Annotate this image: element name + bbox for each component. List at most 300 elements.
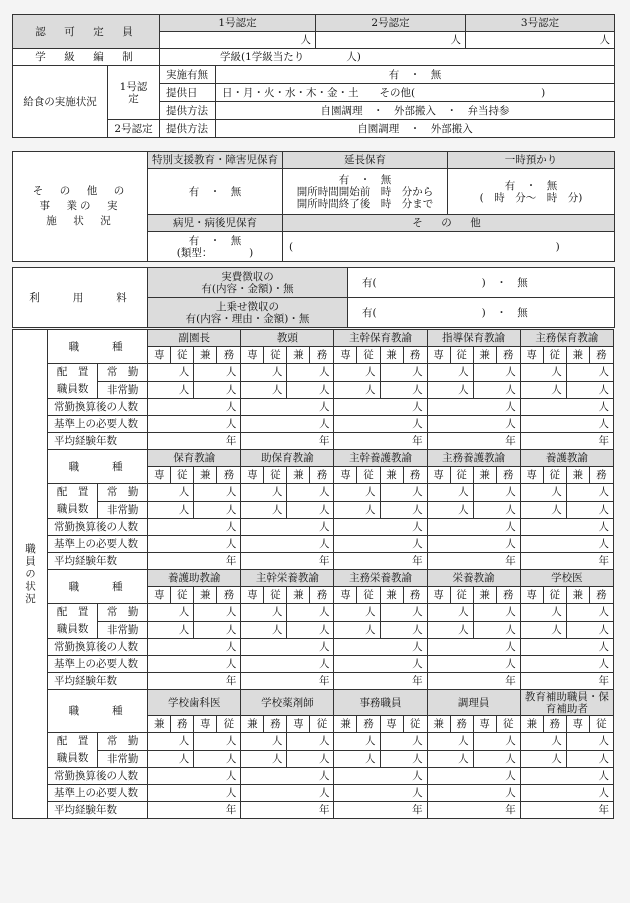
sub-header: 専 [334,347,357,364]
sub-header: 従 [217,716,241,733]
kijun-label: 基準上の必要人数 [48,416,148,433]
encho-after: 開所時間終了後 時 分まで [296,197,434,210]
hijokin-input[interactable]: 人 [520,621,566,639]
hijokin-input[interactable]: 人 [427,501,473,519]
sub-header: 兼 [473,467,496,484]
heikin-input[interactable]: 年 [241,433,334,450]
sub-header: 兼 [194,347,217,364]
heikin-input[interactable]: 年 [148,673,241,690]
g2-header: 2号認定 [316,15,466,32]
jokin-input[interactable]: 人 [566,484,613,502]
job-header: 栄養教諭 [427,570,520,587]
sub-header: 専 [241,467,264,484]
ichiji-umu: 有 ・ 無 [504,179,558,192]
sub-header: 専 [148,347,171,364]
sub-header: 従 [171,587,194,604]
jokin-input[interactable]: 人 [194,604,241,622]
heikin-label: 平均経験年数 [48,802,148,819]
heikin-label: 平均経験年数 [48,553,148,570]
g2-nintei: 2号認定 [108,120,160,138]
jisshi-label: 実施有無 [160,66,216,84]
heikin-input[interactable]: 年 [520,433,613,450]
kijun-input[interactable]: 人 [148,785,241,802]
jokin-input[interactable]: 人 [380,484,427,502]
sub-header: 兼 [566,467,589,484]
sub-header: 専 [427,467,450,484]
jippi-value[interactable]: 有( ) ・ 無 [348,268,615,298]
kijun-input[interactable]: 人 [148,536,241,553]
kijun-input[interactable]: 人 [241,536,334,553]
hijokin-input[interactable]: 人 [287,501,334,519]
fee-table [12,267,615,328]
g1-nintei: 1号認定 [108,66,160,120]
approval-label: 認 可 定 員 [13,15,160,49]
jokin-input[interactable]: 人 [148,733,194,751]
hijokin-label: 非常勤 [98,750,148,768]
jokin-input[interactable]: 人 [194,484,241,502]
fee-label: 利 用 料 [13,268,148,328]
sub-header: 務 [217,467,241,484]
kanzan-input[interactable]: 人 [520,399,613,416]
hijokin-input[interactable]: 人 [287,750,334,768]
sub-header: 兼 [473,587,496,604]
sub-header: 専 [287,716,310,733]
sub-header: 従 [403,716,427,733]
jokin-input[interactable]: 人 [520,604,566,622]
hijokin-input[interactable]: 人 [287,621,334,639]
jokin-input[interactable]: 人 [241,484,287,502]
sub-header: 従 [450,587,473,604]
sub-header: 専 [566,716,589,733]
jokin-input[interactable]: 人 [241,364,287,382]
hijokin-input[interactable]: 人 [148,621,194,639]
byoji-value[interactable] [148,232,283,262]
hijokin-input[interactable]: 人 [241,750,287,768]
hijokin-input[interactable]: 人 [334,381,380,399]
hijokin-input[interactable]: 人 [194,501,241,519]
hijokin-input[interactable]: 人 [148,501,194,519]
jippi-label [148,268,348,298]
sub-header: 専 [241,347,264,364]
jokin-label: 常 勤 [98,484,148,502]
kanzan-input[interactable]: 人 [148,639,241,656]
kijun-input[interactable]: 人 [334,785,427,802]
sub-header: 兼 [566,347,589,364]
haichi-text: 配 置 [56,366,89,378]
jokin-input[interactable]: 人 [334,484,380,502]
hijokin-input[interactable]: 人 [427,381,473,399]
job-header: 主幹栄養教諭 [241,570,334,587]
sub-header: 兼 [520,716,543,733]
haichi-label [48,604,98,639]
heikin-input[interactable]: 年 [427,802,520,819]
staff-table [12,329,614,819]
job-header: 主務栄養教諭 [334,570,427,587]
heikin-label: 平均経験年数 [48,433,148,450]
ichiji-time: ( 時 分〜 時 分) [479,191,583,204]
sub-header: 兼 [287,467,310,484]
uwanose-value[interactable]: 有( ) ・ 無 [348,298,615,328]
heikin-input[interactable]: 年 [241,802,334,819]
jokin-input[interactable]: 人 [334,364,380,382]
kijun-input[interactable]: 人 [427,656,520,673]
heikin-input[interactable]: 年 [520,553,613,570]
jokin-input[interactable]: 人 [427,484,473,502]
sub-header: 務 [403,467,427,484]
hijokin-input[interactable]: 人 [566,750,613,768]
job-header: 主幹保育教諭 [334,330,427,347]
shokuinsu-text: 職員数 [56,503,89,515]
g1-capacity[interactable]: 人 [160,32,316,49]
hijokin-input[interactable]: 人 [520,750,566,768]
heikin-input[interactable]: 年 [334,802,427,819]
jokin-input[interactable]: 人 [380,364,427,382]
g3-capacity[interactable]: 人 [466,32,615,49]
gakkyu-value[interactable]: 学級(1学級当たり 人) [160,49,615,66]
kanzan-input[interactable]: 人 [148,399,241,416]
kanzan-input[interactable]: 人 [241,399,334,416]
jokin-input[interactable]: 人 [566,604,613,622]
sub-header: 務 [589,467,613,484]
job-header: 教育補助職員・保育補助者 [520,690,613,716]
kijun-label: 基準上の必要人数 [48,785,148,802]
haichi-text: 配 置 [56,606,89,618]
hijokin-input[interactable]: 人 [334,750,380,768]
heikin-input[interactable]: 年 [520,802,613,819]
hijokin-input[interactable]: 人 [380,750,427,768]
heikin-input[interactable]: 年 [148,802,241,819]
sub-header: 兼 [334,716,357,733]
jokin-input[interactable]: 人 [287,484,334,502]
sub-header: 従 [264,587,287,604]
kanzan-label: 常勤換算後の人数 [48,639,148,656]
jokin-input[interactable]: 人 [566,733,613,751]
hijokin-input[interactable]: 人 [473,621,520,639]
sub-header: 務 [171,716,194,733]
hijokin-input[interactable]: 人 [427,621,473,639]
sub-header: 従 [357,587,380,604]
job-header: 学校薬剤師 [241,690,334,716]
sub-header: 従 [589,716,613,733]
teikyobi-value[interactable]: 日・月・火・水・木・金・土 その他( ) [216,84,615,102]
jokin-input[interactable]: 人 [473,364,520,382]
sub-header: 専 [334,587,357,604]
sub-header: 務 [403,587,427,604]
kijun-input[interactable]: 人 [241,416,334,433]
jokin-input[interactable]: 人 [334,604,380,622]
sub-header: 兼 [148,716,171,733]
sub-header: 専 [380,716,403,733]
kanzan-input[interactable]: 人 [520,519,613,536]
sub-header: 務 [217,587,241,604]
sub-header: 専 [520,587,543,604]
encho-value[interactable] [283,169,448,215]
sub-header: 兼 [287,347,310,364]
sub-header: 専 [148,467,171,484]
kanzan-input[interactable]: 人 [241,639,334,656]
byoji-ruikei: (類型： ) [176,246,254,259]
hijokin-input[interactable]: 人 [380,501,427,519]
hijokin-input[interactable]: 人 [473,381,520,399]
ichiji-header: 一時預かり [448,152,615,169]
kanzan-input[interactable]: 人 [148,519,241,536]
kijun-input[interactable]: 人 [427,536,520,553]
hijokin-input[interactable]: 人 [287,381,334,399]
sonota-value[interactable]: ( ) [283,232,615,262]
sub-header: 兼 [241,716,264,733]
heikin-input[interactable]: 年 [334,433,427,450]
hijokin-input[interactable]: 人 [566,621,613,639]
sub-header: 従 [543,587,566,604]
sub-header: 専 [427,587,450,604]
hijokin-input[interactable]: 人 [241,501,287,519]
sub-header: 兼 [566,587,589,604]
top-table [12,14,615,138]
sub-header: 従 [543,347,566,364]
sub-header: 従 [264,467,287,484]
kanzan-input[interactable]: 人 [241,768,334,785]
sub-header: 従 [264,347,287,364]
jisshi-value[interactable]: 有 ・ 無 [216,66,615,84]
uwanose-label [148,298,348,328]
jokin-input[interactable]: 人 [241,604,287,622]
encho-before: 開所時間開始前 時 分から [296,185,434,198]
g1-header: 1号認定 [160,15,316,32]
sub-header: 従 [543,467,566,484]
sub-header: 務 [264,716,287,733]
jokin-input[interactable]: 人 [380,604,427,622]
hijokin-input[interactable]: 人 [334,621,380,639]
job-header: 事務職員 [334,690,427,716]
heikin-input[interactable]: 年 [241,553,334,570]
kanzan-input[interactable]: 人 [427,519,520,536]
jokin-input[interactable]: 人 [194,733,241,751]
hijokin-input[interactable]: 人 [520,381,566,399]
sub-header: 兼 [380,347,403,364]
tokubetsu-header: 特別支援教育・障害児保育 [148,152,283,169]
hijokin-input[interactable]: 人 [380,621,427,639]
hijokin-input[interactable]: 人 [148,381,194,399]
job-header: 助保育教諭 [241,450,334,467]
kanzan-input[interactable]: 人 [427,768,520,785]
jokin-input[interactable]: 人 [520,484,566,502]
heikin-input[interactable]: 年 [148,553,241,570]
jokin-input[interactable]: 人 [473,604,520,622]
jokin-input[interactable]: 人 [473,733,520,751]
kijun-input[interactable]: 人 [148,416,241,433]
teikyo-hoho-label-2: 提供方法 [160,120,216,138]
other-table [12,151,615,262]
heikin-input[interactable]: 年 [427,673,520,690]
kijun-input[interactable]: 人 [520,785,613,802]
sub-header: 兼 [380,467,403,484]
hijokin-label: 非常勤 [98,501,148,519]
job-header: 学校医 [520,570,613,587]
jokin-input[interactable]: 人 [520,733,566,751]
sub-header: 従 [357,347,380,364]
kanzan-input[interactable]: 人 [334,399,427,416]
kanzan-label: 常勤換算後の人数 [48,519,148,536]
other-label: そ の 他 の 事 業の 実 施 状 況 [13,152,148,262]
byoji-umu: 有 ・ 無 [188,234,242,247]
sub-header: 専 [427,347,450,364]
sub-header: 従 [357,467,380,484]
jokin-input[interactable]: 人 [566,364,613,382]
shokuinsu-text: 職員数 [56,383,89,395]
g2-capacity[interactable]: 人 [316,32,466,49]
kanzan-input[interactable]: 人 [334,639,427,656]
tokubetsu-value[interactable]: 有 ・ 無 [148,169,283,215]
haichi-label [48,733,98,768]
kanzan-input[interactable]: 人 [334,519,427,536]
job-header: 養護助教諭 [148,570,241,587]
kanzan-input[interactable]: 人 [427,639,520,656]
heikin-input[interactable]: 年 [520,673,613,690]
jokin-input[interactable]: 人 [427,604,473,622]
kanzan-input[interactable]: 人 [334,768,427,785]
hijokin-input[interactable]: 人 [566,381,613,399]
heikin-input[interactable]: 年 [148,433,241,450]
gakkyu-label: 学 級 編 制 [13,49,160,66]
g3-header: 3号認定 [466,15,615,32]
byoji-header: 病児・病後児保育 [148,215,283,232]
shokushu-label: 職 種 [48,690,148,733]
kijun-input[interactable]: 人 [148,656,241,673]
kijun-input[interactable]: 人 [334,656,427,673]
jokin-input[interactable]: 人 [148,484,194,502]
kijun-label: 基準上の必要人数 [48,536,148,553]
sub-header: 務 [310,587,334,604]
hijokin-input[interactable]: 人 [380,381,427,399]
sub-header: 務 [496,347,520,364]
jokin-input[interactable]: 人 [334,733,380,751]
kijun-input[interactable]: 人 [520,416,613,433]
haichi-text: 配 置 [56,735,89,747]
shokushu-label: 職 種 [48,450,148,484]
kanzan-input[interactable]: 人 [520,639,613,656]
hijokin-input[interactable]: 人 [194,621,241,639]
hijokin-label: 非常勤 [98,621,148,639]
hijokin-input[interactable]: 人 [241,621,287,639]
jokin-input[interactable]: 人 [287,733,334,751]
hijokin-input[interactable]: 人 [520,501,566,519]
sub-header: 従 [171,347,194,364]
job-header: 教頭 [241,330,334,347]
kijun-input[interactable]: 人 [241,656,334,673]
jokin-label: 常 勤 [98,733,148,751]
kijun-input[interactable]: 人 [334,536,427,553]
jokin-input[interactable]: 人 [427,364,473,382]
jippi-line2: 有(内容・金額)・無 [201,282,294,295]
hijokin-input[interactable]: 人 [427,750,473,768]
heikin-input[interactable]: 年 [334,553,427,570]
hijokin-input[interactable]: 人 [566,501,613,519]
kijun-input[interactable]: 人 [241,785,334,802]
sub-header: 務 [217,347,241,364]
hijokin-input[interactable]: 人 [473,750,520,768]
job-header: 主務養護教諭 [427,450,520,467]
hijokin-input[interactable]: 人 [194,381,241,399]
hijokin-input[interactable]: 人 [473,501,520,519]
jokin-input[interactable]: 人 [287,364,334,382]
kanzan-input[interactable]: 人 [241,519,334,536]
jokin-input[interactable]: 人 [473,484,520,502]
kanzan-label: 常勤換算後の人数 [48,768,148,785]
jokin-label: 常 勤 [98,364,148,382]
hijokin-input[interactable]: 人 [241,381,287,399]
ichiji-value[interactable] [448,169,615,215]
sub-header: 務 [496,467,520,484]
heikin-input[interactable]: 年 [334,673,427,690]
jokin-input[interactable]: 人 [148,364,194,382]
heikin-input[interactable]: 年 [427,433,520,450]
sub-header: 務 [450,716,473,733]
kyushoku-label: 給食の実施状況 [13,66,108,138]
kijun-label: 基準上の必要人数 [48,656,148,673]
jokin-input[interactable]: 人 [194,364,241,382]
sub-header: 務 [403,347,427,364]
teikyo-hoho-value-1[interactable]: 自園調理 ・ 外部搬入 ・ 弁当持参 [216,102,615,120]
job-header: 指導保育教諭 [427,330,520,347]
haichi-label [48,484,98,519]
sub-header: 専 [520,467,543,484]
kanzan-input[interactable]: 人 [520,768,613,785]
encho-header: 延長保育 [283,152,448,169]
sub-header: 兼 [380,587,403,604]
sub-header: 務 [589,347,613,364]
sub-header: 従 [450,467,473,484]
uwanose-line2: 有(内容・理由・金額)・無 [185,312,310,325]
job-header: 副園長 [148,330,241,347]
jokin-input[interactable]: 人 [241,733,287,751]
jokin-input[interactable]: 人 [148,604,194,622]
sub-header: 専 [334,467,357,484]
jokin-input[interactable]: 人 [427,733,473,751]
sub-header: 従 [450,347,473,364]
kijun-input[interactable]: 人 [520,536,613,553]
job-header: 保育教諭 [148,450,241,467]
shokuinsu-text: 職員数 [56,623,89,635]
job-header: 主幹養護教諭 [334,450,427,467]
encho-umu: 有 ・ 無 [338,173,392,186]
jokin-label: 常 勤 [98,604,148,622]
kijun-input[interactable]: 人 [334,416,427,433]
kanzan-input[interactable]: 人 [148,768,241,785]
hijokin-input[interactable]: 人 [194,750,241,768]
job-header: 主務保育教諭 [520,330,613,347]
job-header: 調理員 [427,690,520,716]
kanzan-input[interactable]: 人 [427,399,520,416]
haichi-label [48,364,98,399]
kijun-input[interactable]: 人 [427,785,520,802]
jokin-input[interactable]: 人 [520,364,566,382]
heikin-input[interactable]: 年 [427,553,520,570]
sub-header: 務 [543,716,566,733]
kijun-input[interactable]: 人 [520,656,613,673]
jokin-input[interactable]: 人 [287,604,334,622]
jippi-line1: 実費徴収の [221,270,274,283]
sub-header: 務 [310,347,334,364]
teikyo-hoho-value-2[interactable]: 自園調理 ・ 外部搬入 [216,120,615,138]
sub-header: 兼 [473,347,496,364]
staff-body [13,330,614,819]
hijokin-input[interactable]: 人 [148,750,194,768]
sub-header: 専 [473,716,496,733]
kijun-input[interactable]: 人 [427,416,520,433]
hijokin-input[interactable]: 人 [334,501,380,519]
heikin-input[interactable]: 年 [241,673,334,690]
jokin-input[interactable]: 人 [380,733,427,751]
